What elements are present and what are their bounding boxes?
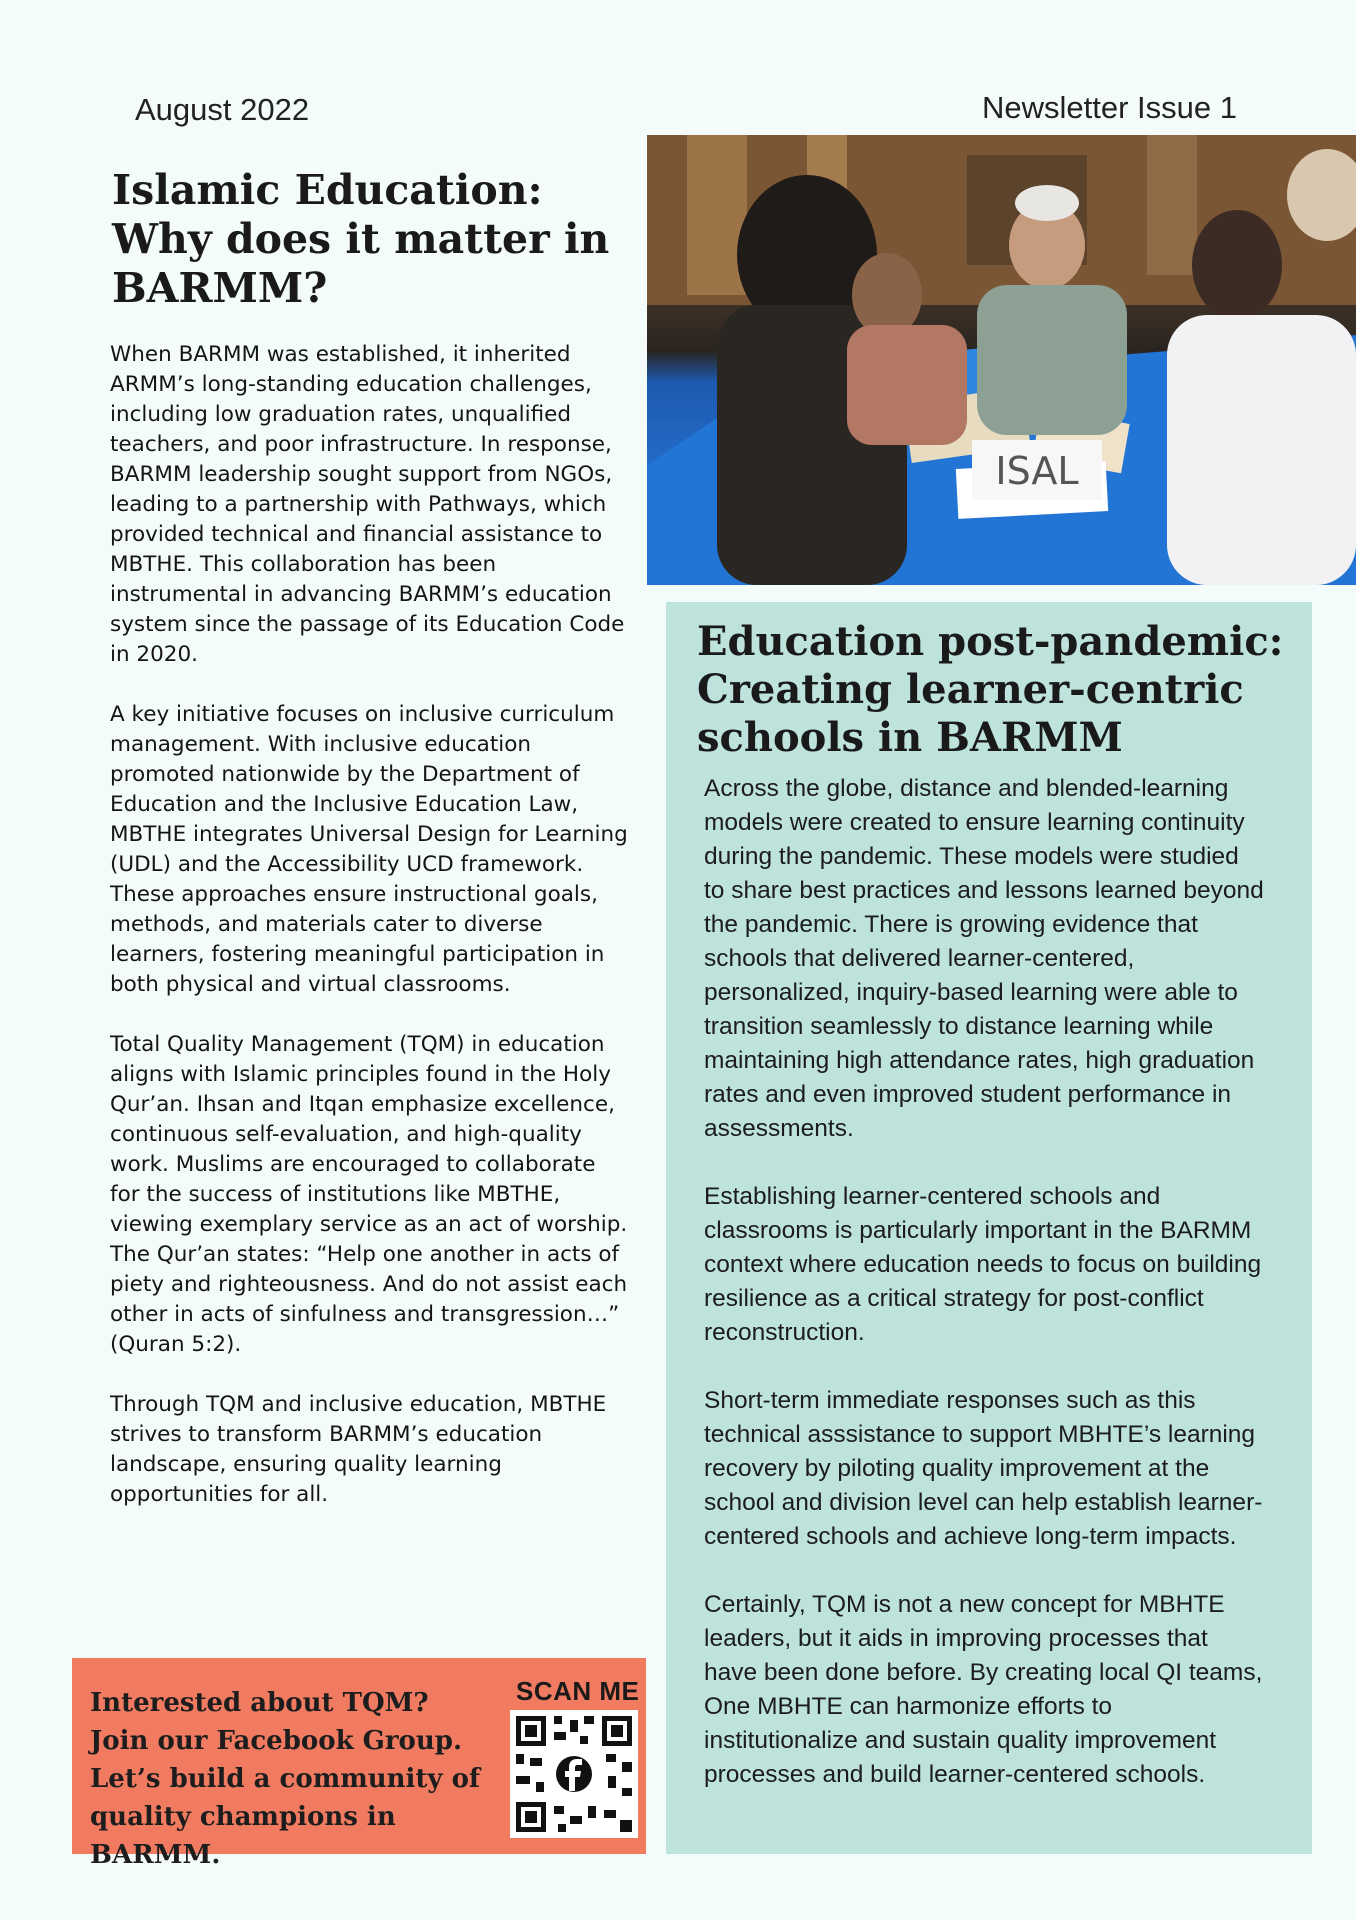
right-article-title: Education post-pandemic: Creating learner-centric schools in BARMM [697, 618, 1284, 761]
left-paragraph: Total Quality Management (TQM) in education aligns with Islamic principles found in the Holy Qur’an. Ihsan and Itqan emphasize excellence, continuous self-evaluation, and high-quality work. Muslims are encouraged to collaborate for the success of institutions like MBTHE, viewing exemplary service as an act of worship. The Qur’an states: “Help one another in acts of piety and righteousness. And do not assist each other in acts of sinfulness and transgression…” (Quran 5:2). [110, 1032, 628, 1357]
right-article-body [704, 772, 1264, 1826]
right-paragraph: Establishing learner-centered schools and classrooms is particularly important in the BARMM context where education needs to focus on building resilience as a critical strategy for post-conflict reconstruction. [704, 1183, 1262, 1346]
newsletter-issue: Newsletter Issue 1 [982, 90, 1237, 125]
workshop-photo [647, 135, 1356, 585]
left-article-title: Islamic Education: Why does it matter in BARMM? [112, 166, 610, 312]
left-paragraph: When BARMM was established, it inherited ARMM’s long-standing education challenges, including low graduation rates, unqualified teachers, and poor infrastructure. In response, BARMM leadership sought support from NGOs, leading to a partnership with Pathways, which provided technical and financial assistance to MBTHE. This collaboration has been instrumental in advancing BARMM’s education system since the passage of its Education Code in 2020. [110, 342, 625, 667]
right-paragraph: Certainly, TQM is not a new concept for MBHTE leaders, but it aids in improving processes that have been done before. By creating local QI teams, One MBHTE can harmonize efforts to institutionalize and sustain quality improvement processes and build learner-centered schools. [704, 1591, 1263, 1788]
left-article-body [110, 340, 630, 1540]
right-paragraph: Short-term immediate responses such as this technical asssistance to support MBHTE’s learning recovery by piloting quality improvement at the school and division level can help establish learner-centered schools and achieve long-term impacts. [704, 1387, 1263, 1550]
left-paragraph: A key initiative focuses on inclusive curriculum management. With inclusive education promoted nationwide by the Department of Education and the Inclusive Education Law, MBTHE integrates Universal Design for Learning (UDL) and the Accessibility UCD framework. These approaches ensure instructional goals, methods, and materials cater to diverse learners, fostering meaningful participation in both physical and virtual classrooms. [110, 702, 628, 997]
newsletter-date: August 2022 [135, 92, 310, 127]
qr-code[interactable] [510, 1710, 638, 1838]
workshop-photo-illustration [647, 135, 1356, 585]
qr-code-graphic [510, 1710, 638, 1838]
scan-me-label: SCAN ME [516, 1676, 640, 1706]
callout-text: Interested about TQM? Join our Facebook Group. Let’s build a community of quality champions in BARMM. [90, 1688, 481, 1870]
table-name-sign: ISAL [995, 449, 1079, 493]
left-paragraph: Through TQM and inclusive education, MBTHE strives to transform BARMM’s education landscape, ensuring quality learning opportunities for all. [110, 1392, 607, 1507]
right-paragraph: Across the globe, distance and blended-learning models were created to ensure learning continuity during the pandemic. These models were studied to share best practices and lessons learned beyond the pandemic. There is growing evidence that schools that delivered learner-centered, personalized, inquiry-based learning were able to transition seamlessly to distance learning while maintaining high attendance rates, high graduation rates and even improved student performance in assessments. [704, 775, 1264, 1142]
